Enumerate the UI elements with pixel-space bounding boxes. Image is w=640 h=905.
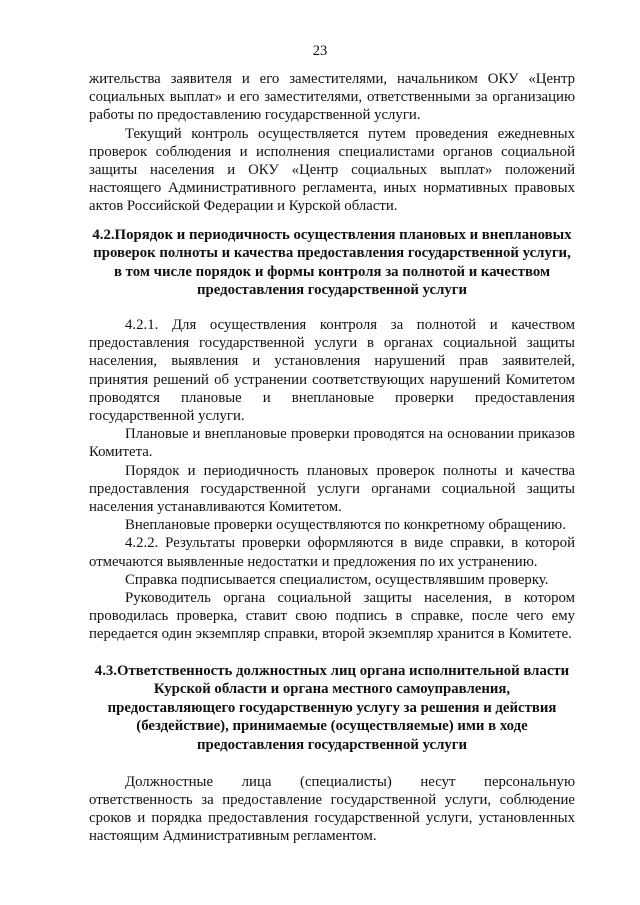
section-4-2-heading: 4.2.Порядок и периодичность осуществления плановых и внеплановых проверок полноты и качества предоставления государственной услуги, в том числе порядок и формы контроля за полнотой и качеством предоставления государственной услуги: [92, 226, 572, 299]
section-4-3-heading: 4.3.Ответственность должностных лиц органа исполнительной власти Курской области и органа местного самоуправления, предоставляющего государственную услугу за решения и действия (бездействие), принимаемые (осуществляемые) ими в ходе предоставления государственной услуги: [94, 662, 570, 754]
paragraph-4-2-2: 4.2.2. Результаты проверки оформляются в виде справки, в которой отмечаются выявленные недостатки и предложения по их устранению.: [89, 535, 575, 570]
page-number: 23: [312, 43, 328, 59]
paragraph-unscheduled-checks: Внеплановые проверки осуществляются по конкретному обращению.: [125, 517, 566, 534]
paragraph-check-frequency: Порядок и периодичность плановых проверок полноты и качества предоставления государственной услуги органами социальной защиты населения устанавливаются Комитетом.: [89, 462, 575, 516]
document-body: [89, 70, 575, 845]
paragraph-4-2-1: 4.2.1. Для осуществления контроля за полнотой и качеством предоставления государственной услуги в органах социальной защиты населения, выявления и установления нарушений прав заявителей, принятия решений об устранении соответствующих нарушений Комитетом проводятся плановые и внеплановые проверки предоставления государственной услуги.: [89, 317, 575, 425]
paragraph-current-control: Текущий контроль осуществляется путем проведения ежедневных проверок соблюдения и исполнения специалистами органов социальной защиты населения и ОКУ «Центр социальных выплат» положений настоящего Административного регламента, иных нормативных правовых актов Российской Федерации и Курской области.: [89, 125, 575, 215]
paragraph-head-signature: Руководитель органа социальной защиты населения, в котором проводилась проверка, ставит свою подпись в справке, после чего ему передается один экземпляр справки, второй экземпляр хранится в Комитете.: [89, 590, 575, 643]
paragraph-officials-responsibility: Должностные лица (специалисты) несут персональную ответственность за предоставление государственной услуги, соблюдение сроков и порядка предоставления государственной услуги, установленных настоящим Административным регламентом.: [89, 773, 575, 845]
paragraph-certificate-signed: Справка подписывается специалистом, осуществлявшим проверку.: [125, 571, 549, 588]
paragraph-scheduled-checks: Плановые и внеплановые проверки проводятся на основании приказов Комитета.: [89, 426, 575, 461]
paragraph-continuation: жительства заявителя и его заместителями, начальником ОКУ «Центр социальных выплат» и его заместителями, ответственными за организацию работы по предоставлению государственной услуги.: [89, 71, 575, 124]
